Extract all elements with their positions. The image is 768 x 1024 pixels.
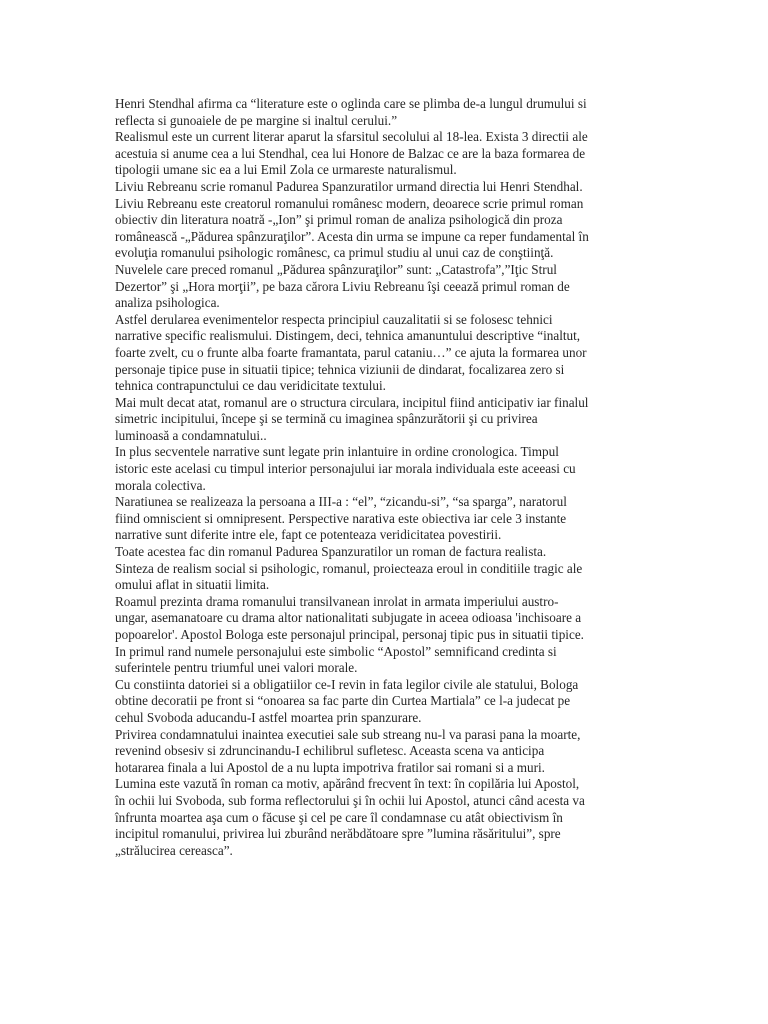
text-line: tipologii umane sic ea a lui Emil Zola ce urmareste naturalismul. xyxy=(115,162,457,178)
text-line: foarte zvelt, cu o frunte alba foarte framantata, parul cataniu…” ce ajuta la formarea unor xyxy=(115,344,587,360)
text-line: hotararea finala a lui Apostol de a nu lupta impotriva fratilor sai romani si a muri. xyxy=(115,759,545,775)
text-line: fiind omniscient si omnipresent. Perspective narativa este obiectiva iar cele 3 instante xyxy=(115,510,567,526)
text-line: incipitul romanului, privirea lui zburând nerăbdătoare spre ”lumina răsăritului”, spre xyxy=(115,826,561,842)
text-line: reflecta si gunoaiele de pe margine si inaltul cerului.” xyxy=(115,112,398,128)
text-line: simetric incipitului, începe şi se termină cu imaginea spânzurătorii şi cu privirea xyxy=(115,411,538,427)
text-line: obtine decoratii pe front si “onoarea sa fac parte din Curtea Martiala” ce l-a judecat pe xyxy=(115,693,571,709)
text-line: suferintele pentru triumful unei valori morale. xyxy=(115,660,358,676)
text-line: Toate acestea fac din romanul Padurea Spanzuratilor un roman de factura realista. xyxy=(115,544,547,560)
paragraph xyxy=(115,594,655,644)
paragraph xyxy=(115,776,655,859)
paragraph xyxy=(115,561,655,594)
text-line: Roamul prezinta drama romanului transilvanean inrolat in armata imperiului austro- xyxy=(115,593,559,609)
paragraph xyxy=(115,494,655,544)
paragraph xyxy=(115,179,655,196)
text-line: Astfel derularea evenimentelor respecta principiul cauzalitatii si se folosesc tehnici xyxy=(115,311,553,327)
text-line: Mai mult decat atat, romanul are o structura circulara, incipitul fiind anticipativ iar finalul xyxy=(115,394,589,410)
text-line: morala colectiva. xyxy=(115,477,206,493)
text-line: Nuvelele care preced romanul „Pădurea spânzuraţilor” sunt: „Catastrofa”,”Iţic Strul xyxy=(115,261,557,277)
text-line: omului aflat in situatii limita. xyxy=(115,577,270,593)
text-line: istoric este acelasi cu timpul interior personajului iar morala individuala este aceeasi cu xyxy=(115,461,576,477)
text-line: personaje tipice puse in situatii tipice; tehnica viziunii de dindarat, focalizarea zero si xyxy=(115,361,565,377)
paragraph xyxy=(115,444,655,494)
text-line: ungar, asemanatoare cu drama altor nationalitati subjugate in aceea odioasa 'inchisoare a xyxy=(115,610,582,626)
paragraph xyxy=(115,395,655,445)
text-line: revenind obsesiv si zdruncinandu-I echilibrul sufletesc. Aceasta scena va anticipa xyxy=(115,743,545,759)
text-line: Realismul este un current literar aparut la sfarsitul secolului al 18-lea. Exista 3 directii ale xyxy=(115,129,588,145)
text-line: narrative specific realismului. Distingem, deci, tehnica amanuntului descriptive “inaltut, xyxy=(115,328,581,344)
text-line: „strălucirea cereasca”. xyxy=(115,842,233,858)
text-line: In plus secventele narrative sunt legate prin inlantuire in ordine cronologica. Timpul xyxy=(115,444,559,460)
text-line: acestuia si anume cea a lui Stendhal, cea lui Honore de Balzac ce are la baza formarea de xyxy=(115,145,586,161)
text-line: In primul rand numele personajului este simbolic “Apostol” semnificand credinta si xyxy=(115,643,557,659)
paragraph xyxy=(115,677,655,727)
text-line: tehnica contrapunctului ce dau veridicitate textului. xyxy=(115,378,386,394)
paragraph xyxy=(115,196,655,262)
paragraph xyxy=(115,96,655,129)
document-text xyxy=(115,96,655,859)
text-line: românească -„Pădurea spânzuraţilor”. Acesta din urma se impune ca reper fundamental în xyxy=(115,228,589,244)
text-line: Dezertor” şi „Hora morţii”, pe baza cărora Liviu Rebreanu îşi ceează primul roman de xyxy=(115,278,570,294)
text-line: narrative sunt diferite intre ele, fapt ce potenteaza veridicitatea povestirii. xyxy=(115,527,502,543)
text-line: popoarelor'. Apostol Bologa este personajul principal, personaj tipic pus in situatii tipice. xyxy=(115,627,584,642)
text-line: Liviu Rebreanu scrie romanul Padurea Spanzuratilor urmand directia lui Henri Stendhal. xyxy=(115,178,583,194)
paragraph xyxy=(115,544,655,561)
text-line: înfrunta moartea aşa cum o făcuse şi cel pe care îl condamnase cu atât obiectivism în xyxy=(115,809,563,825)
text-line: obiectiv din literatura noatră -„Ion” şi primul roman de analiza psihologică din proza xyxy=(115,212,563,228)
text-line: Privirea condamnatului inaintea executiei sale sub streang nu-l va parasi pana la moarte, xyxy=(115,726,581,742)
text-line: Liviu Rebreanu este creatorul romanului românesc modern, deoarece scrie primul roman xyxy=(115,195,584,211)
text-line: Naratiunea se realizeaza la persoana a III-a : “el”, “zicandu-si”, “sa sparga”, naratorul xyxy=(115,494,567,510)
paragraph xyxy=(115,262,655,312)
text-line: Sinteza de realism social si psihologic, romanul, proiecteaza eroul in conditiile tragic ale xyxy=(115,560,583,576)
paragraph xyxy=(115,129,655,179)
text-line: Henri Stendhal afirma ca “literature este o oglinda care se plimba de-a lungul drumului si xyxy=(115,96,587,111)
text-line: în ochii lui Svoboda, sub forma reflectorului şi în ochii lui Apostol, atunci când acesta va xyxy=(115,792,585,808)
text-line: luminoasă a condamnatului.. xyxy=(115,427,267,443)
paragraph xyxy=(115,727,655,777)
paragraph xyxy=(115,312,655,395)
text-line: analiza psihologica. xyxy=(115,295,220,311)
paragraph xyxy=(115,644,655,677)
text-line: Cu constiinta datoriei si a obligatiilor ce-I revin in fata legilor civile ale statului, Bologa xyxy=(115,676,579,692)
text-line: Lumina este vazută în roman ca motiv, apărând frecvent în text: în copilăria lui Apostol, xyxy=(115,776,580,792)
text-line: cehul Svoboda aducandu-I astfel moartea prin spanzurare. xyxy=(115,709,422,725)
text-line: evoluţia romanului psihologic românesc, ca primul studiu al unui caz de conştiinţă. xyxy=(115,245,554,261)
